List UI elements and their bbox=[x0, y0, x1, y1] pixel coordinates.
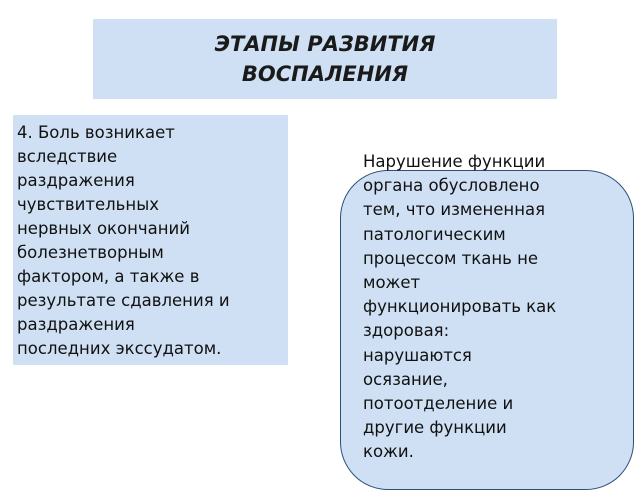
function-impairment-text: Нарушение функции органа обусловлено тем, что измененная патологическим процессом ткань не может функционировать как здоровая: нарушаются осязание, потоотделение и другие функции кожи. bbox=[363, 152, 557, 462]
title-box bbox=[93, 19, 557, 99]
pain-description-text: 4. Боль возникает вследствие раздражения чувствительных нервных окончаний болезнетворным фактором, а также в результате сдавления и раздражения последних экссудатом. bbox=[17, 123, 230, 358]
pain-description-box bbox=[13, 115, 288, 365]
slide-title: ЭТАПЫ РАЗВИТИЯ ВОСПАЛЕНИЯ bbox=[214, 32, 436, 86]
